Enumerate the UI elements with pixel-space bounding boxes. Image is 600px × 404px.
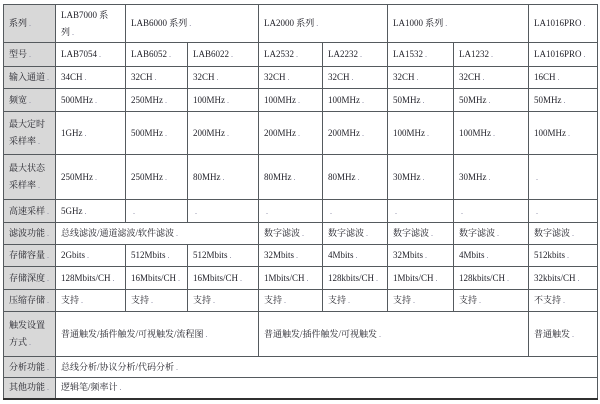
spec-table: [3, 4, 598, 400]
row-label-model: 型号 .: [4, 43, 56, 67]
table-row-other: [4, 378, 598, 399]
cell-channels-4: 32CH .: [323, 67, 388, 89]
cell-compress-6: 支持 .: [454, 290, 529, 312]
cell-trigger-1: 普通触发/插件触发/可视触发 .: [259, 312, 529, 357]
cell-max-state-3: 80MHz .: [259, 155, 323, 200]
cell-depth-7: 32kbits/CH .: [529, 267, 598, 290]
row-label-filter: 滤波功能 .: [4, 223, 56, 245]
cell-capacity-2: 512Mbits .: [188, 245, 259, 267]
cell-max-timing-0: 1GHz .: [56, 112, 126, 155]
cell-max-state-1: 250MHz .: [126, 155, 188, 200]
cell-channels-7: 16CH .: [529, 67, 598, 89]
cell-bandwidth-2: 100MHz .: [188, 89, 259, 112]
cell-series-2: LA2000 系列 .: [259, 5, 388, 43]
document-page: [0, 4, 600, 404]
cell-capacity-7: 512kbits .: [529, 245, 598, 267]
cell-max-timing-3: 200MHz .: [259, 112, 323, 155]
cell-analysis-0: 总线分析/协议分析/代码分析 .: [56, 357, 598, 378]
cell-depth-4: 128kbits/CH .: [323, 267, 388, 290]
cell-model-0: LAB7054 .: [56, 43, 126, 67]
row-label-other: 其他功能 .: [4, 378, 56, 399]
cell-max-timing-5: 100MHz .: [388, 112, 454, 155]
cell-filter-2: 数字滤波 .: [323, 223, 388, 245]
table-row-channels: [4, 67, 598, 89]
cell-max-state-0: 250MHz .: [56, 155, 126, 200]
cell-bandwidth-6: 50MHz .: [454, 89, 529, 112]
cell-series-3: LA1000 系列 .: [388, 5, 529, 43]
cell-series-4: LA1016PRO .: [529, 5, 598, 43]
cell-max-state-4: 80MHz .: [323, 155, 388, 200]
cell-model-1: LAB6052 .: [126, 43, 188, 67]
cell-bandwidth-3: 100MHz .: [259, 89, 323, 112]
cell-model-4: LA2232 .: [323, 43, 388, 67]
cell-filter-1: 数字滤波 .: [259, 223, 323, 245]
cell-capacity-0: 2Gbits .: [56, 245, 126, 267]
cell-model-7: LA1016PRO .: [529, 43, 598, 67]
cell-series-1: LAB6000 系列 .: [126, 5, 259, 43]
cell-bandwidth-0: 500MHz .: [56, 89, 126, 112]
cell-highspeed-7: [529, 200, 598, 223]
cell-channels-6: 32CH .: [454, 67, 529, 89]
cell-filter-0: 总线滤波/通道滤波/软件滤波 .: [56, 223, 259, 245]
table-row-filter: [4, 223, 598, 245]
cell-highspeed-2: [188, 200, 259, 223]
cell-highspeed-4: [323, 200, 388, 223]
row-label-capacity: 存储容量 .: [4, 245, 56, 267]
cell-model-2: LAB6022 .: [188, 43, 259, 67]
table-row-model: [4, 43, 598, 67]
cell-max-state-7: [529, 155, 598, 200]
cell-channels-5: 32CH .: [388, 67, 454, 89]
table-row-depth: [4, 267, 598, 290]
table-row-compress: [4, 290, 598, 312]
cell-max-timing-1: 500MHz .: [126, 112, 188, 155]
cell-model-6: LA1232 .: [454, 43, 529, 67]
cell-max-state-6: 30MHz .: [454, 155, 529, 200]
cell-highspeed-1: [126, 200, 188, 223]
row-label-channels: 输入通道 .: [4, 67, 56, 89]
cell-capacity-3: 32Mbits .: [259, 245, 323, 267]
cell-compress-1: 支持 .: [126, 290, 188, 312]
cell-highspeed-6: [454, 200, 529, 223]
cell-max-state-5: 30MHz .: [388, 155, 454, 200]
cell-depth-5: 1Mbits/CH .: [388, 267, 454, 290]
cell-compress-2: 支持 .: [188, 290, 259, 312]
cell-series-0: LAB7000 系列 .: [56, 5, 126, 43]
cell-highspeed-0: 5GHz .: [56, 200, 126, 223]
cell-capacity-6: 4Mbits .: [454, 245, 529, 267]
row-label-series: 系列 .: [4, 5, 56, 43]
cell-capacity-5: 32Mbits .: [388, 245, 454, 267]
table-row-bandwidth: [4, 89, 598, 112]
cell-trigger-0: 普通触发/插件触发/可视触发/流程图 .: [56, 312, 259, 357]
cell-compress-3: 支持 .: [259, 290, 323, 312]
cell-capacity-1: 512Mbits .: [126, 245, 188, 267]
table-row-max-state: [4, 155, 598, 200]
cell-compress-4: 支持 .: [323, 290, 388, 312]
table-row-max-timing: [4, 112, 598, 155]
cell-model-3: LA2532 .: [259, 43, 323, 67]
cell-max-timing-4: 200MHz .: [323, 112, 388, 155]
cell-depth-1: 16Mbits/CH .: [126, 267, 188, 290]
cell-highspeed-5: [388, 200, 454, 223]
cell-depth-6: 128kbits/CH .: [454, 267, 529, 290]
cell-compress-7: 不支持 .: [529, 290, 598, 312]
cell-depth-0: 128Mbits/CH .: [56, 267, 126, 290]
cell-channels-3: 32CH .: [259, 67, 323, 89]
cell-depth-3: 1Mbits/CH .: [259, 267, 323, 290]
cell-filter-5: 数字滤波 .: [529, 223, 598, 245]
table-row-trigger: [4, 312, 598, 357]
cell-max-timing-7: 100MHz .: [529, 112, 598, 155]
cell-highspeed-3: [259, 200, 323, 223]
cell-bandwidth-1: 250MHz .: [126, 89, 188, 112]
row-label-max-timing: 最大定时采样率 .: [4, 112, 56, 155]
cell-capacity-4: 4Mbits .: [323, 245, 388, 267]
row-label-highspeed: 高速采样 .: [4, 200, 56, 223]
cell-filter-3: 数字滤波 .: [388, 223, 454, 245]
cell-max-timing-2: 200MHz .: [188, 112, 259, 155]
cell-bandwidth-4: 100MHz .: [323, 89, 388, 112]
cell-channels-1: 32CH .: [126, 67, 188, 89]
cell-compress-0: 支持 .: [56, 290, 126, 312]
spec-table-body: [4, 5, 598, 399]
cell-depth-2: 16Mbits/CH .: [188, 267, 259, 290]
cell-other-0: 逻辑笔/频率计 .: [56, 378, 598, 399]
row-label-compress: 压缩存储 .: [4, 290, 56, 312]
table-row-highspeed: [4, 200, 598, 223]
row-label-trigger: 触发设置方式 .: [4, 312, 56, 357]
table-row-analysis: [4, 357, 598, 378]
cell-trigger-2: 普通触发 .: [529, 312, 598, 357]
cell-max-timing-6: 100MHz .: [454, 112, 529, 155]
cell-bandwidth-7: 50MHz .: [529, 89, 598, 112]
cell-model-5: LA1532 .: [388, 43, 454, 67]
cell-channels-0: 34CH .: [56, 67, 126, 89]
table-row-series: [4, 5, 598, 43]
row-label-depth: 存储深度 .: [4, 267, 56, 290]
row-label-max-state: 最大状态采样率 .: [4, 155, 56, 200]
table-row-capacity: [4, 245, 598, 267]
row-label-bandwidth: 频宽 .: [4, 89, 56, 112]
row-label-analysis: 分析功能 .: [4, 357, 56, 378]
cell-channels-2: 32CH .: [188, 67, 259, 89]
cell-filter-4: 数字滤波 .: [454, 223, 529, 245]
cell-bandwidth-5: 50MHz .: [388, 89, 454, 112]
cell-max-state-2: 80MHz .: [188, 155, 259, 200]
cell-compress-5: 支持 .: [388, 290, 454, 312]
